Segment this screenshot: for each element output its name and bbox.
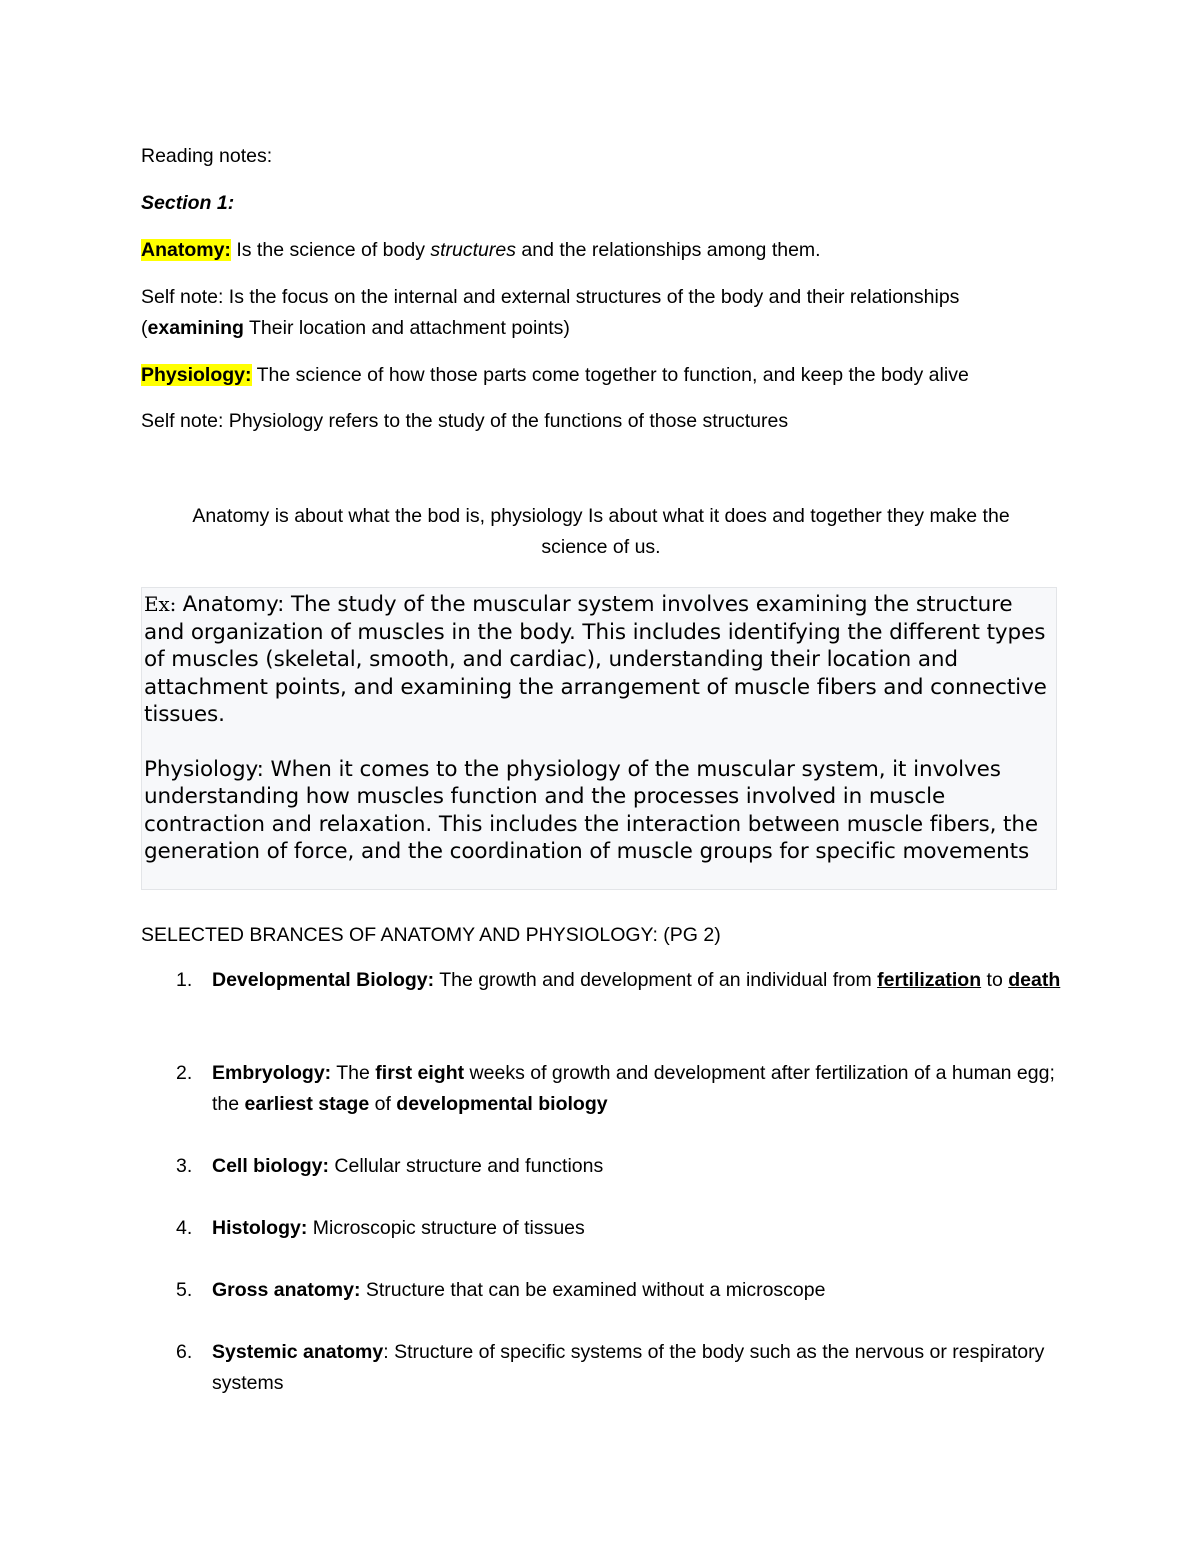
list-number: 5. bbox=[176, 1279, 193, 1301]
branch-def: Microscopic structure of tissues bbox=[307, 1217, 585, 1239]
anatomy-def-pre: Is the science of body bbox=[230, 239, 431, 261]
list-text bbox=[212, 965, 1062, 996]
list-text bbox=[212, 1337, 1062, 1399]
branch-def: of bbox=[369, 1093, 397, 1115]
branch-emphasis: death bbox=[1008, 969, 1061, 991]
branch-term: Developmental Biology: bbox=[212, 969, 435, 991]
branch-def: The growth and development of an individual from bbox=[434, 969, 878, 991]
summary-line1: Anatomy is about what the bod is, physiology Is about what it does and together they make the bbox=[192, 505, 1010, 527]
list-number: 3. bbox=[176, 1155, 193, 1177]
anatomy-note-paren: ( bbox=[141, 317, 148, 339]
list-number: 2. bbox=[176, 1062, 193, 1084]
branch-term: Gross anatomy: bbox=[212, 1279, 361, 1301]
anatomy-term: Anatomy: bbox=[141, 239, 231, 261]
branch-emphasis: fertilization bbox=[877, 969, 982, 991]
branches-heading: SELECTED BRANCES OF ANATOMY AND PHYSIOLOGY: (PG 2) bbox=[141, 924, 721, 946]
example-prefix: Ex: bbox=[144, 592, 183, 616]
branch-def: Structure of specific systems of the body such as the nervous or respiratory systems bbox=[212, 1341, 1045, 1394]
list-text bbox=[212, 1151, 1062, 1182]
anatomy-note-rest: Their location and attachment points) bbox=[243, 317, 570, 339]
list-text bbox=[212, 1058, 1062, 1120]
anatomy-note-bold: examining bbox=[147, 317, 244, 339]
list-text bbox=[212, 1275, 1062, 1306]
list-number: 4. bbox=[176, 1217, 193, 1239]
branch-colon: : bbox=[383, 1341, 389, 1363]
reading-notes-title: Reading notes: bbox=[141, 145, 273, 167]
physiology-definition bbox=[141, 360, 969, 391]
physiology-self-note: Self note: Physiology refers to the study of the functions of those structures bbox=[141, 410, 789, 432]
branch-emphasis: developmental biology bbox=[396, 1093, 608, 1115]
branch-def: weeks of growth and development after fertilization of a human egg; the bbox=[212, 1062, 1055, 1115]
anatomy-def-em: structures bbox=[430, 239, 516, 261]
branch-def: The bbox=[331, 1062, 376, 1084]
anatomy-definition bbox=[141, 235, 821, 266]
branch-term: Systemic anatomy bbox=[212, 1341, 384, 1363]
example-anatomy bbox=[144, 591, 1056, 729]
list-number: 1. bbox=[176, 969, 193, 991]
anatomy-self-note-line1: Self note: Is the focus on the internal and external structures of the body and their relationships bbox=[141, 286, 960, 308]
branch-def: Structure that can be examined without a microscope bbox=[360, 1279, 826, 1301]
branch-term: Embryology: bbox=[212, 1062, 332, 1084]
anatomy-self-note-line2 bbox=[141, 313, 570, 344]
branch-emphasis: first eight bbox=[375, 1062, 465, 1084]
branch-term: Histology: bbox=[212, 1217, 308, 1239]
branch-def: to bbox=[981, 969, 1009, 991]
physiology-term: Physiology: bbox=[141, 364, 252, 386]
anatomy-def-post: and the relationships among them. bbox=[515, 239, 821, 261]
section-heading: Section 1: bbox=[141, 192, 235, 214]
example-anatomy-text: Anatomy: The study of the muscular system involves examining the structure and organization of muscles in the body. This includes identifying the different types of muscles (skeletal, smooth, and cardiac), understanding their location and attachment points, and examining the arrangement of muscle fibers and connective tissues. bbox=[144, 592, 1047, 727]
physiology-def: The science of how those parts come together to function, and keep the body alive bbox=[251, 364, 969, 386]
list-number: 6. bbox=[176, 1341, 193, 1363]
example-box bbox=[141, 587, 1057, 890]
example-physiology: Physiology: When it comes to the physiology of the muscular system, it involves understanding how muscles function and the processes involved in muscle contraction and relaxation. This includes the interaction between muscle fibers, the generation of force, and the coordination of muscle groups for specific movements bbox=[144, 756, 1039, 864]
list-text bbox=[212, 1213, 1062, 1244]
summary-line2: science of us. bbox=[541, 536, 661, 558]
branch-term: Cell biology: bbox=[212, 1155, 329, 1177]
branch-def: Cellular structure and functions bbox=[329, 1155, 604, 1177]
branch-emphasis: earliest stage bbox=[244, 1093, 370, 1115]
